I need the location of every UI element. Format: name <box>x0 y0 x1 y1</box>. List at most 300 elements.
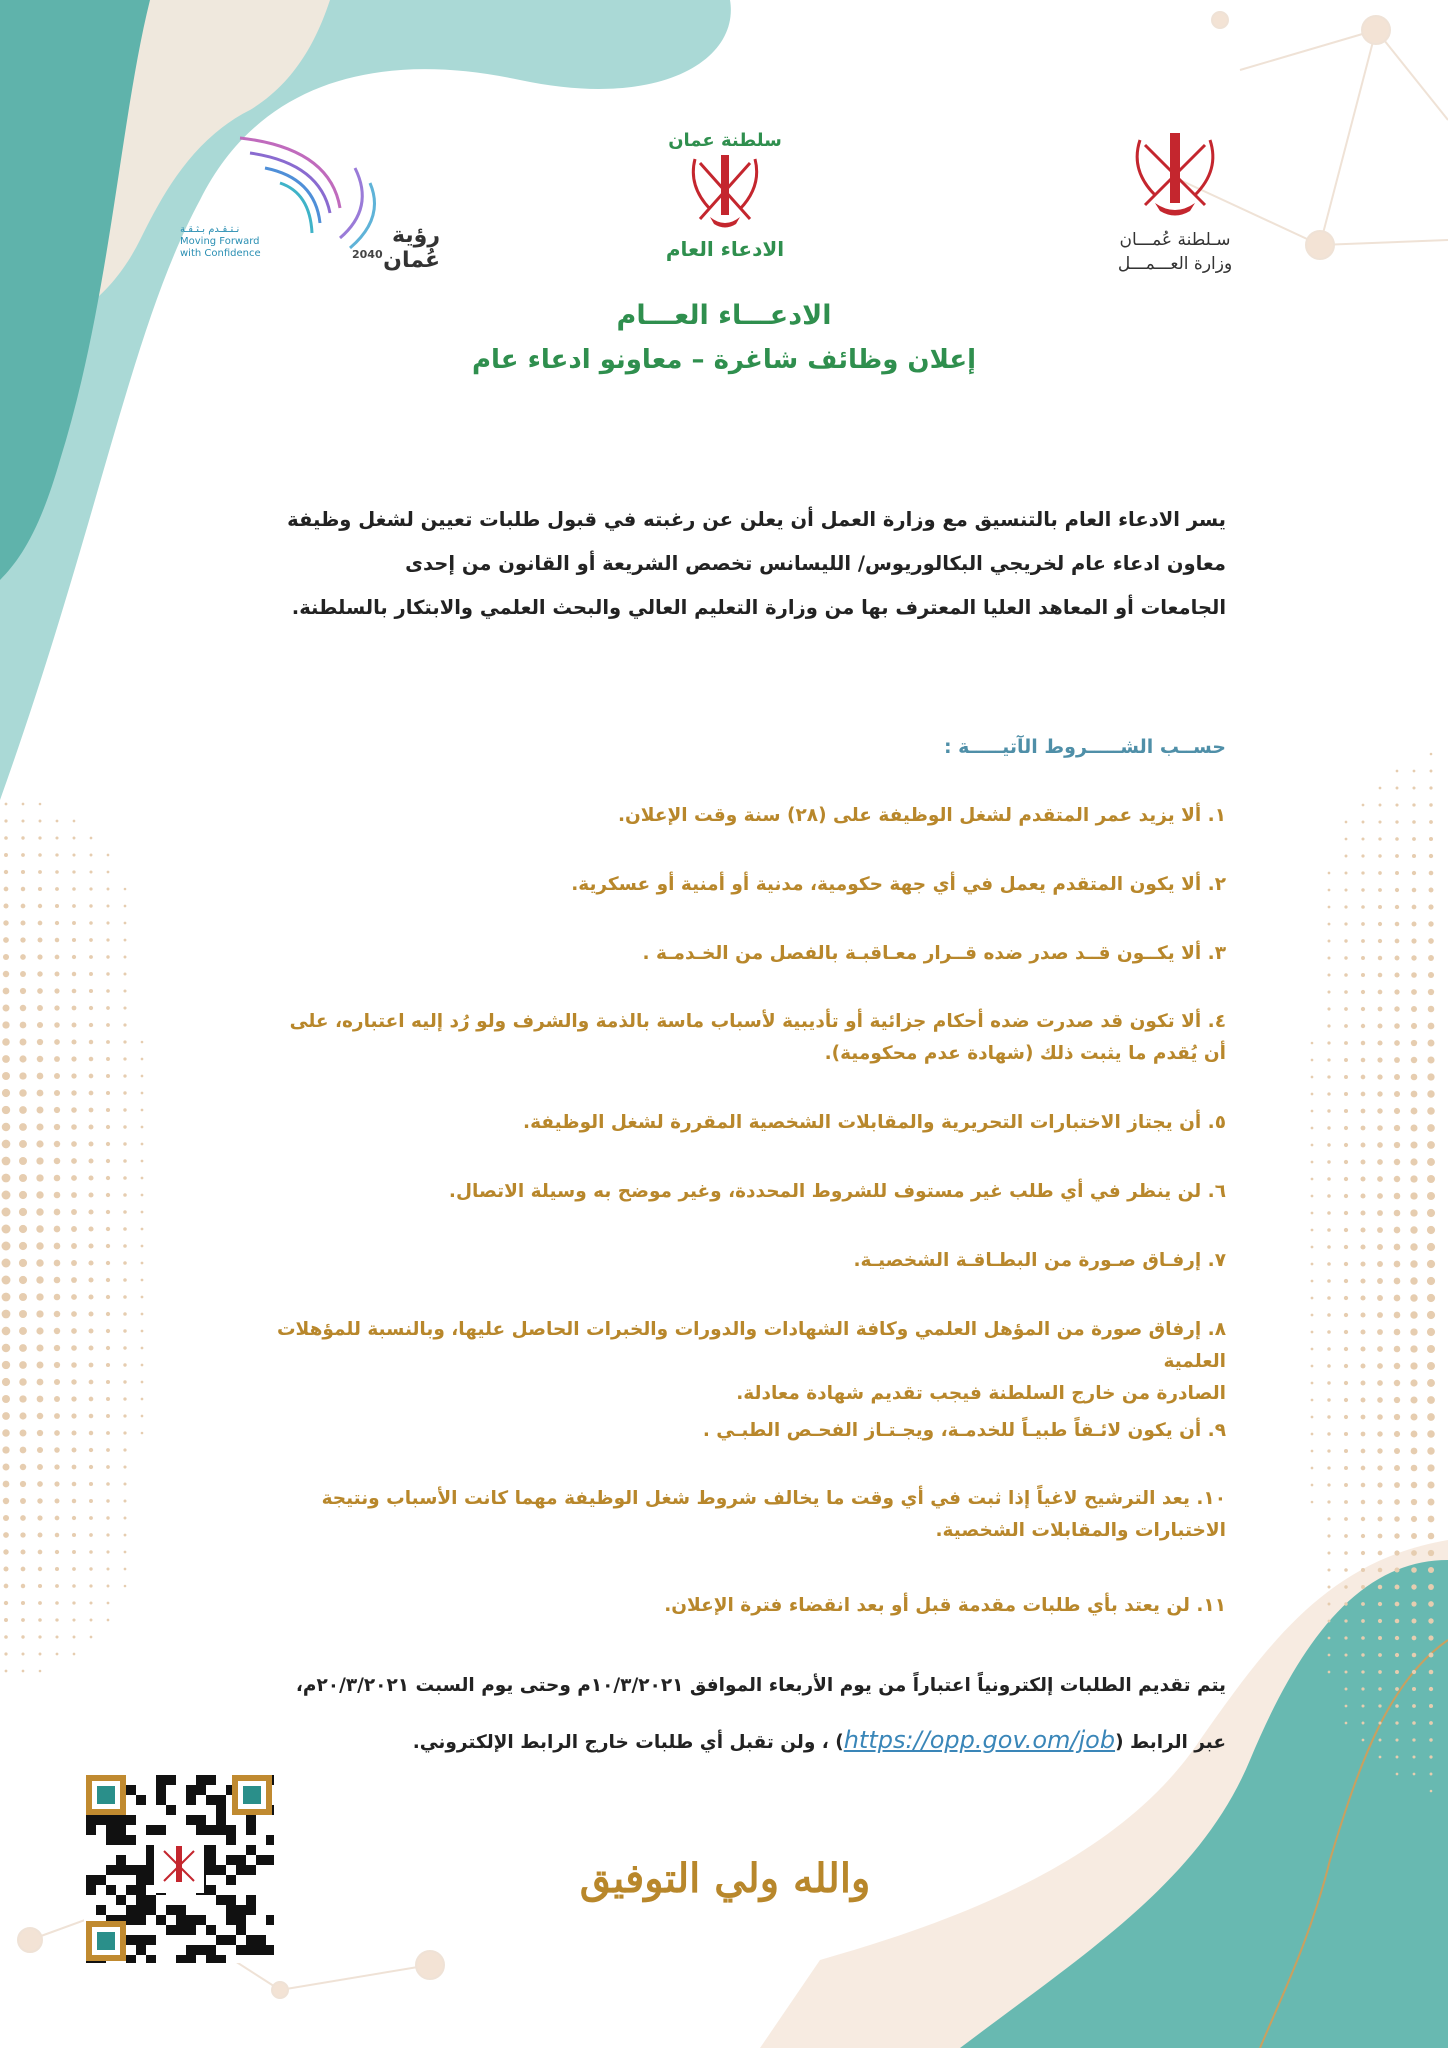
pattern-dot <box>55 1601 59 1605</box>
pattern-dot <box>1428 972 1434 978</box>
pattern-dot <box>1311 1093 1314 1096</box>
pattern-dot <box>36 1225 43 1232</box>
pattern-dot <box>19 1361 27 1369</box>
pattern-dot <box>1344 1075 1348 1079</box>
pattern-dot <box>1378 1653 1382 1657</box>
pattern-dot <box>141 1092 144 1095</box>
oman-emblem-icon <box>1110 125 1240 220</box>
pattern-dot <box>88 1260 93 1265</box>
qr-module <box>126 1815 136 1825</box>
pattern-dot <box>1361 1602 1365 1606</box>
pattern-dot <box>1428 1584 1434 1590</box>
pattern-dot <box>1311 1195 1314 1198</box>
ministry-line1: سـلطنة عُمـــان <box>1119 230 1231 250</box>
pattern-dot <box>1394 1550 1399 1555</box>
pattern-dot <box>1361 1109 1366 1114</box>
pattern-dot <box>1411 1074 1418 1081</box>
pattern-dot <box>20 1481 26 1487</box>
pattern-dot <box>71 1294 77 1300</box>
pattern-dot <box>1394 1193 1401 1200</box>
qr-module <box>96 1815 106 1825</box>
pattern-dot <box>1377 1193 1383 1199</box>
pattern-dot <box>107 888 110 891</box>
pattern-dot <box>1327 1313 1331 1317</box>
pattern-dot <box>1344 1313 1348 1317</box>
condition-text: ٨. إرفاق صورة من المؤهل العلمي وكافة الشهادات والدورات والخبرات الحاصل عليها، وبالنسبة للمؤهلات العلمية <box>276 1319 1226 1372</box>
pattern-dot <box>55 836 58 839</box>
qr-module <box>216 1805 226 1815</box>
pattern-dot <box>1378 854 1381 857</box>
pattern-dot <box>72 1516 76 1520</box>
pattern-dot <box>124 1534 127 1537</box>
pattern-dot <box>1344 1432 1348 1436</box>
pattern-dot <box>1361 956 1365 960</box>
pattern-dot <box>37 1413 44 1420</box>
qr-module <box>256 1935 266 1945</box>
pattern-dot <box>1327 1126 1330 1129</box>
pattern-dot <box>1344 1177 1348 1181</box>
pattern-dot <box>1344 922 1347 925</box>
pattern-dot <box>124 905 127 908</box>
pattern-dot <box>1378 1568 1383 1573</box>
qr-module <box>236 1855 246 1865</box>
qr-module <box>226 1915 236 1925</box>
pattern-dot <box>71 1345 77 1351</box>
pattern-dot <box>1327 973 1330 976</box>
pattern-dot <box>1377 1431 1382 1436</box>
pattern-dot <box>1360 1329 1365 1334</box>
pattern-dot <box>1361 1517 1365 1521</box>
pattern-dot <box>4 1601 8 1605</box>
pattern-dot <box>1327 1262 1331 1266</box>
pattern-dot <box>38 1567 42 1571</box>
pattern-dot <box>123 1091 126 1094</box>
pattern-dot <box>1344 939 1347 942</box>
pattern-dot <box>37 1481 43 1487</box>
pattern-dot <box>1378 973 1383 978</box>
qr-module <box>256 1855 266 1865</box>
pattern-dot <box>1361 1364 1366 1369</box>
pattern-dot <box>37 1362 44 1369</box>
qr-module <box>246 1845 256 1855</box>
pattern-dot <box>1395 871 1399 875</box>
pattern-dot <box>89 1108 94 1113</box>
pattern-dot <box>1395 1619 1400 1624</box>
pattern-dot <box>123 1023 126 1026</box>
pattern-dot <box>1327 1534 1330 1537</box>
pattern-dot <box>1327 1109 1330 1112</box>
pattern-dot <box>1344 1245 1348 1249</box>
pattern-dot <box>39 803 42 806</box>
pattern-dot <box>38 1635 41 1638</box>
pattern-dot <box>1311 1416 1314 1419</box>
pattern-dot <box>20 1498 26 1504</box>
vision-tagline-ar: نـتـقـدم بـثـقـة <box>180 224 240 235</box>
pattern-dot <box>1395 820 1398 823</box>
pattern-dot <box>1378 939 1382 943</box>
ministry-name <box>1110 228 1240 276</box>
pattern-dot <box>1344 1330 1348 1334</box>
pattern-dot <box>1344 973 1348 977</box>
qr-module <box>206 1775 216 1785</box>
pattern-dot <box>37 1056 44 1063</box>
pattern-dot <box>1311 1382 1314 1385</box>
pattern-dot <box>54 1209 61 1216</box>
pattern-dot <box>106 1567 109 1570</box>
pattern-dot <box>1412 1755 1415 1758</box>
pattern-dot <box>36 1327 43 1334</box>
pattern-dot <box>54 1022 60 1028</box>
qr-module <box>266 1835 274 1845</box>
pattern-dot <box>37 1447 43 1453</box>
pattern-dot <box>1429 854 1433 858</box>
pattern-dot <box>1394 1363 1401 1370</box>
pattern-dot <box>89 1329 94 1334</box>
qr-module <box>136 1875 146 1885</box>
pattern-dot <box>1395 956 1400 961</box>
pattern-dot <box>123 1057 126 1060</box>
pattern-dot <box>1394 1482 1400 1488</box>
pattern-dot <box>89 921 93 925</box>
pattern-dot <box>36 1191 43 1198</box>
pattern-dot <box>2 1344 11 1353</box>
pattern-dot <box>54 1192 61 1199</box>
pattern-dot <box>1311 1229 1314 1232</box>
pattern-dot <box>1377 1142 1383 1148</box>
pattern-dot <box>123 1329 126 1332</box>
pattern-dot <box>1430 1773 1433 1776</box>
pattern-dot <box>1411 1533 1417 1539</box>
pattern-dot <box>1327 1500 1330 1503</box>
pattern-dot <box>56 1653 59 1656</box>
intro-line: معاون ادعاء عام لخريجي البكالوريوس/ الليسانس تخصص الشريعة أو القانون من إحدى <box>405 552 1226 575</box>
pattern-dot <box>1427 1260 1435 1268</box>
pattern-dot <box>1428 1499 1435 1506</box>
public-prosecution-logo <box>665 130 785 261</box>
pattern-dot <box>1427 1226 1435 1234</box>
vision-year: 2040 <box>352 248 383 261</box>
pattern-dot <box>21 887 25 891</box>
pattern-dot <box>37 1107 44 1114</box>
pattern-dot <box>107 871 110 874</box>
pattern-dot <box>90 1636 93 1639</box>
qr-module <box>216 1795 226 1805</box>
pattern-dot <box>54 988 59 993</box>
pattern-dot <box>1394 1499 1400 1505</box>
pattern-dot <box>1377 1448 1382 1453</box>
pattern-dot <box>1410 1396 1417 1403</box>
pattern-dot <box>71 1073 76 1078</box>
pattern-dot <box>19 1242 27 1250</box>
qr-module <box>186 1815 196 1825</box>
ministry-line2: وزارة العـــمـــل <box>1117 254 1233 274</box>
pattern-dot <box>1344 905 1347 908</box>
pattern-dot <box>71 1158 77 1164</box>
pattern-dot <box>72 887 76 891</box>
pattern-dot <box>1428 1040 1435 1047</box>
pattern-dot <box>1361 1653 1364 1656</box>
qr-module <box>176 1905 186 1915</box>
pattern-dot <box>89 1125 94 1130</box>
pattern-dot <box>1361 1534 1365 1538</box>
pattern-dot <box>107 1602 110 1605</box>
pattern-dot <box>1395 1636 1399 1640</box>
pattern-dot <box>141 1415 144 1418</box>
pattern-dot <box>72 921 76 925</box>
pattern-dot <box>3 920 8 925</box>
pattern-dot <box>1394 1142 1400 1148</box>
pattern-dot <box>2 1072 10 1080</box>
pattern-dot <box>2 1157 11 1166</box>
pattern-dot <box>90 837 93 840</box>
pattern-dot <box>3 1566 8 1571</box>
pattern-dot <box>1360 1312 1365 1317</box>
pattern-dot <box>1311 1348 1314 1351</box>
qr-module <box>196 1775 206 1785</box>
pattern-dot <box>39 1653 42 1656</box>
pattern-dot <box>1361 1687 1364 1690</box>
pattern-dot <box>89 1516 93 1520</box>
pattern-dot <box>3 954 9 960</box>
pattern-dot <box>36 1174 43 1181</box>
pattern-dot <box>89 870 92 873</box>
pattern-dot <box>89 1397 94 1402</box>
pattern-dot <box>1428 1635 1433 1640</box>
pattern-dot <box>1394 1040 1400 1046</box>
pattern-dot <box>124 939 127 942</box>
condition-text: ٣. ألا يكــون قــد صدر ضده قــرار معـاقبـة بالفصل من الخـدمـة . <box>642 943 1226 964</box>
pattern-dot <box>72 955 76 959</box>
page-title: الادعـــاء العـــام <box>616 300 832 331</box>
pattern-dot <box>1327 1092 1330 1095</box>
pattern-dot <box>1327 1228 1331 1232</box>
pattern-dot <box>71 1277 77 1283</box>
pattern-dot <box>1344 1500 1348 1504</box>
pattern-dot <box>1361 1636 1365 1640</box>
pattern-dot <box>2 1429 10 1437</box>
pattern-dot <box>141 1245 144 1248</box>
pattern-dot <box>1394 1227 1401 1234</box>
announcement-heading <box>324 300 1124 375</box>
pattern-dot <box>1311 1110 1314 1113</box>
pattern-dot <box>1394 1074 1400 1080</box>
pattern-dot <box>1412 1721 1416 1725</box>
pattern-dot <box>1394 1176 1401 1183</box>
pattern-dot <box>1361 1585 1365 1589</box>
qr-module <box>196 1945 206 1955</box>
pattern-dot <box>37 988 43 994</box>
pattern-dot <box>55 904 59 908</box>
pattern-dot <box>54 1158 61 1165</box>
pattern-dot <box>90 854 93 857</box>
condition-item <box>222 1006 1226 1070</box>
pattern-dot <box>37 1022 43 1028</box>
pattern-dot <box>1394 1210 1401 1217</box>
pattern-dot <box>106 1125 110 1129</box>
pattern-dot <box>1378 1534 1383 1539</box>
intro-paragraph <box>222 498 1226 630</box>
qr-module <box>126 1785 136 1795</box>
pattern-dot <box>1394 1380 1400 1386</box>
qr-module <box>236 1865 246 1875</box>
pattern-dot <box>71 1226 77 1232</box>
pattern-dot <box>1327 1194 1331 1198</box>
pattern-dot <box>89 1023 93 1027</box>
pattern-dot <box>1328 957 1331 960</box>
pattern-dot <box>1378 905 1382 909</box>
pattern-dot <box>38 1550 43 1555</box>
link-prefix: عبر الرابط ( <box>1115 1732 1226 1753</box>
pattern-dot <box>106 1431 110 1435</box>
pattern-dot <box>19 1327 27 1335</box>
pattern-dot <box>1327 1483 1330 1486</box>
pattern-dot <box>141 1279 144 1282</box>
pattern-dot <box>1360 1210 1365 1215</box>
pattern-dot <box>1327 1449 1330 1452</box>
pattern-dot <box>1344 1483 1348 1487</box>
pattern-dot <box>1311 1484 1314 1487</box>
application-period: يتم تقديم الطلبات إلكترونياً اعتباراً من يوم الأربعاء الموافق ١٠/٣/٢٠٢١م وحتى يوم السبت ٢٠/٣/٢٠٢١م، <box>295 1675 1226 1696</box>
pattern-dot <box>1427 1056 1434 1063</box>
pattern-dot <box>1377 1074 1382 1079</box>
pattern-dot <box>1427 1073 1434 1080</box>
pattern-dot <box>88 1209 93 1214</box>
pattern-dot <box>38 836 41 839</box>
pattern-dot <box>123 989 126 992</box>
pattern-dot <box>1412 871 1416 875</box>
pattern-dot <box>1377 1040 1382 1045</box>
pattern-dot <box>1344 1041 1348 1045</box>
pattern-dot <box>54 1447 60 1453</box>
pattern-dot <box>19 1208 27 1216</box>
pattern-dot <box>1378 1704 1381 1707</box>
pattern-dot <box>19 1293 27 1301</box>
pattern-dot <box>37 954 42 959</box>
condition-item <box>222 1176 1226 1208</box>
qr-module <box>116 1835 126 1845</box>
pattern-dot <box>1344 1024 1348 1028</box>
pattern-dot <box>72 1567 76 1571</box>
pattern-dot <box>1411 1465 1418 1472</box>
pattern-dot <box>20 1464 26 1470</box>
pattern-dot <box>1394 1091 1400 1097</box>
pattern-dot <box>106 1193 110 1197</box>
pattern-dot <box>123 1363 126 1366</box>
pattern-dot <box>1344 1160 1348 1164</box>
pattern-dot <box>1411 938 1416 943</box>
qr-module <box>206 1845 216 1855</box>
pattern-dot <box>2 1395 10 1403</box>
qr-module <box>186 1945 196 1955</box>
qr-module <box>136 1795 146 1805</box>
qr-module <box>206 1945 216 1955</box>
pattern-dot <box>1327 1347 1331 1351</box>
pattern-dot <box>20 954 26 960</box>
pattern-dot <box>2 1191 11 1200</box>
pattern-dot <box>1411 1040 1417 1046</box>
qr-code[interactable] <box>84 1773 274 1963</box>
condition-item <box>222 1415 1226 1447</box>
pattern-dot <box>1327 1415 1330 1418</box>
pattern-dot <box>55 921 59 925</box>
pattern-dot <box>123 1108 126 1111</box>
pattern-dot <box>4 819 7 822</box>
pattern-dot <box>1327 1143 1330 1146</box>
pattern-dot <box>2 1259 11 1268</box>
pattern-dot <box>1362 1739 1365 1742</box>
pattern-dot <box>21 853 25 857</box>
pattern-dot <box>1410 1192 1417 1199</box>
pattern-dot <box>1361 871 1364 874</box>
pattern-dot <box>20 1022 27 1029</box>
pattern-dot <box>1412 922 1417 927</box>
pattern-dot <box>36 1310 43 1317</box>
pattern-dot <box>1410 1311 1417 1318</box>
pattern-dot <box>89 1482 93 1486</box>
pattern-dot <box>1344 1058 1348 1062</box>
qr-module <box>196 1785 206 1795</box>
pattern-dot <box>1311 1246 1314 1249</box>
pattern-dot <box>54 1141 60 1147</box>
pattern-dot <box>4 1635 8 1639</box>
application-link[interactable]: https://opp.gov.om/job <box>843 1726 1116 1754</box>
pattern-dot <box>1427 1141 1435 1149</box>
pattern-dot <box>1396 770 1399 773</box>
pattern-dot <box>37 1090 44 1097</box>
pattern-dot <box>106 972 109 975</box>
pattern-dot <box>1413 1773 1416 1776</box>
pattern-dot <box>54 1277 61 1284</box>
pattern-dot <box>72 938 76 942</box>
pattern-dot <box>19 1140 27 1148</box>
pattern-dot <box>1361 1500 1365 1504</box>
pattern-dot <box>1345 1671 1348 1674</box>
pattern-dot <box>141 1398 144 1401</box>
pattern-dot <box>20 1515 26 1521</box>
pattern-dot <box>1411 1431 1418 1438</box>
pattern-dot <box>55 972 60 977</box>
pattern-dot <box>2 1021 9 1028</box>
pattern-dot <box>4 1618 8 1622</box>
pattern-dot <box>4 836 8 840</box>
pattern-dot <box>2 1310 11 1319</box>
pattern-dot <box>141 1296 144 1299</box>
pattern-dot <box>20 1005 26 1011</box>
qr-module <box>206 1925 216 1935</box>
pattern-dot <box>1327 1466 1330 1469</box>
pattern-dot <box>1327 1007 1330 1010</box>
pattern-dot <box>1427 1362 1435 1370</box>
pattern-dot <box>1427 1243 1435 1251</box>
qr-module <box>166 1905 176 1915</box>
pattern-dot <box>4 853 8 857</box>
pattern-dot <box>1311 1297 1314 1300</box>
pattern-dot <box>123 1074 126 1077</box>
pattern-dot <box>1311 1059 1314 1062</box>
pattern-dot <box>38 921 43 926</box>
pattern-dot <box>38 870 42 874</box>
pattern-dot <box>1412 888 1417 893</box>
pattern-dot <box>54 1430 60 1436</box>
pattern-dot <box>106 1346 110 1350</box>
pattern-dot <box>1395 922 1400 927</box>
pattern-dot <box>1344 1126 1348 1130</box>
pattern-dot <box>123 1227 127 1231</box>
pattern-dot <box>19 1344 27 1352</box>
pattern-dot <box>141 1432 144 1435</box>
pattern-dot <box>1394 1431 1400 1437</box>
pattern-dot <box>1344 1551 1348 1555</box>
